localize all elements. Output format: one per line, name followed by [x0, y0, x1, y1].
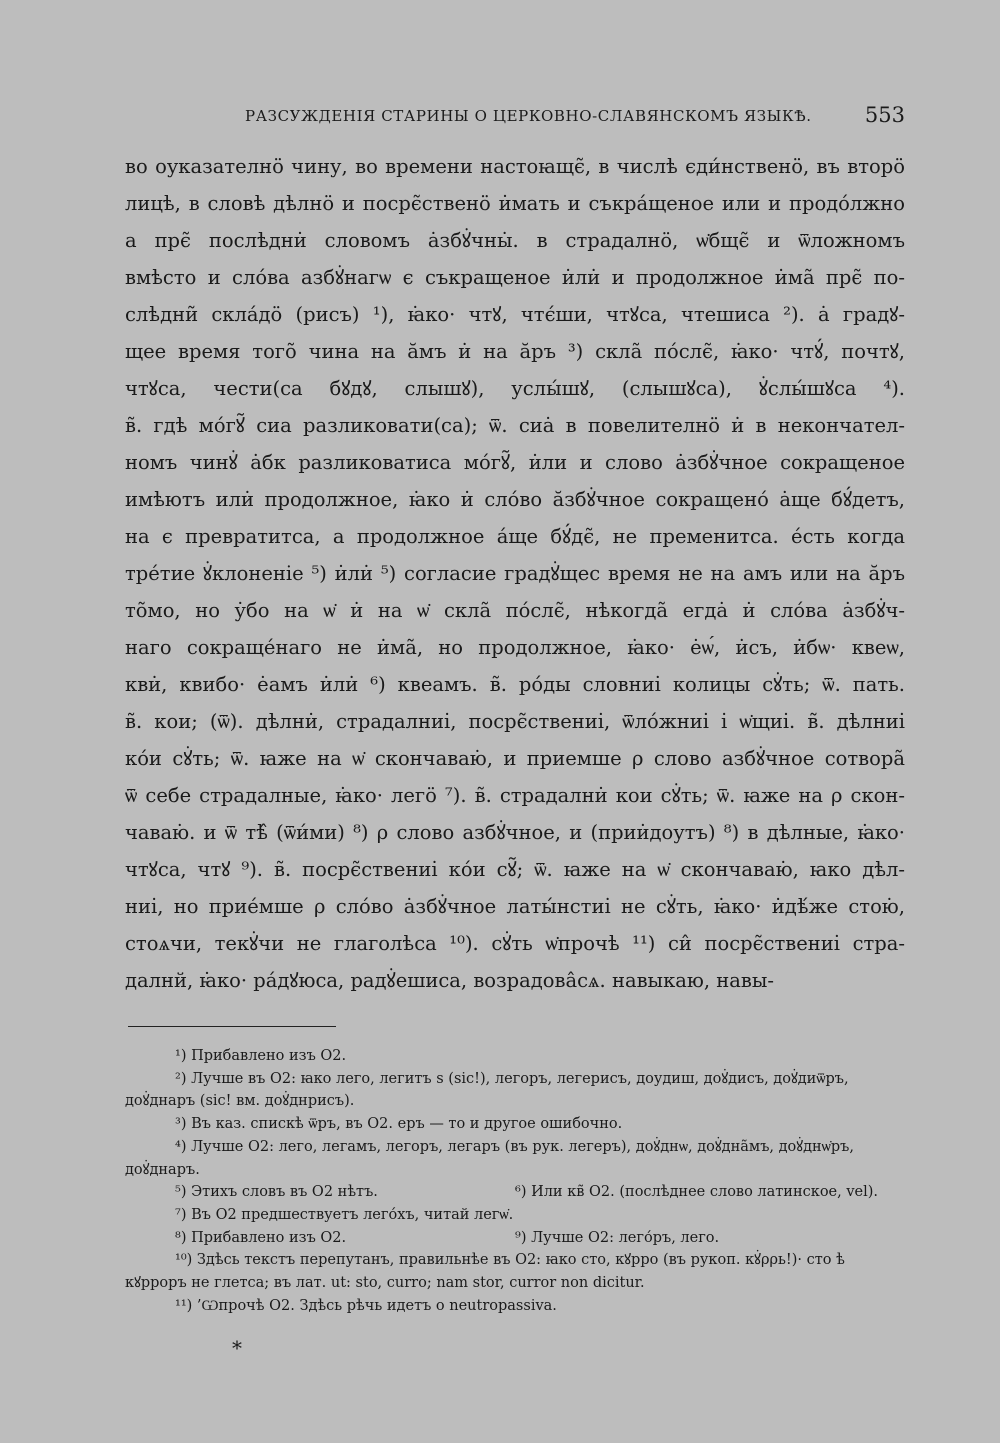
running-title: РАЗСУЖДЕНІЯ СТАРИНЫ О ЦЕРКОВНО-СЛАВЯНСКОМЪ ЯЗЫКѢ.	[245, 107, 812, 125]
body-line: щее время того̃ чина на ӑмъ и̇ на ӑръ ³) скла̃ по́слє̃, ꙗ̇ко· чтꙋ́, почтꙋ,	[125, 340, 905, 363]
body-line: ѿ себе страдалные, ꙗ̇ко· легӧ ⁷). в̃. страдални̇ кои сꙋ̇ть; ѿ. ꙗже на ρ скон-	[125, 784, 905, 807]
page-number: 553	[864, 103, 905, 127]
body-text	[125, 148, 905, 999]
body-line: а прє̃ послѣдни̇ словомъ а̇збꙋ̇чны̇. в страдалнӧ, ѡ̇бщє̃ и ѿложномъ	[125, 229, 905, 252]
body-line: ко́и сꙋ̇ть; ѿ. ꙗже на ѡ̇ скончаваю̇, и приемше ρ слово азбꙋ̇чное сотвора̃	[125, 747, 905, 770]
footnotes	[125, 1045, 905, 1317]
body-line: чаваю̇. и ѿ тѣ̂ (ѿи́ми) ⁸) ρ слово азбꙋ̇чное, и (прии̇доутъ) ⁸) в дѣлные, ꙗ̇ко·	[125, 821, 905, 844]
footnote: ⁵) Этихъ словъ въ О2 нѣтъ.	[175, 1184, 378, 1201]
footnote: ⁹) Лучше О2: лего́ръ, лего.	[515, 1229, 720, 1246]
body-line: чтꙋса, чести(са бꙋдꙋ, слышꙋ), услы́шꙋ, (слышꙋса), ꙋ̇слы́шꙋса ⁴).	[125, 377, 905, 400]
footnote: ⁶) Или кв̃ О2. (послѣднее слово латинское, vel).	[515, 1184, 879, 1201]
running-head	[120, 103, 905, 133]
body-line: тре́тие ꙋ̇клоненіе ⁵) и̇ли̇ ⁵) согласие градꙋ̇щес время не на амъ или на ӑръ	[125, 562, 905, 585]
body-line: кви̇, квибо· е̇амъ и̇ли̇ ⁶) квеамъ. в̃. ро́ды словниі̇ колицы сꙋ̇ть; ѿ. пать.	[125, 673, 905, 696]
footnote-continuation: кꙋрроръ не глетса; въ лат. ut: sto, curro; nam stor, curror non dicitur.	[125, 1275, 645, 1292]
footnote: ¹⁰) Здѣсь текстъ перепутанъ, правильнѣе въ О2: ꙗко сто, кꙋрро (въ рукоп. кꙋ̇ρρь!)· сто ѣ	[175, 1252, 845, 1269]
body-line: имѣютъ или̇ продолжное, ꙗ̇ко и̇ сло́во ӑзбꙋ̇чное сокращено́ а̇ще бꙋ́детъ,	[125, 488, 905, 511]
body-line: в̃. кои; (ѿ). дѣлни̇, страдалниі̇, посрє̃ствениі̇, ѿло́жниі̇ і̇ ѡ̇щиі̇. в̃. дѣлниі̇	[125, 710, 905, 733]
footnote: ²) Лучше въ О2: ꙗко лего, легитъ s (sic!), легоръ, легерисъ, доудиш, доꙋ̇дисъ, доꙋ̇диѿръ,	[175, 1070, 849, 1087]
footnote-continuation: доꙋ̇днаръ.	[125, 1161, 200, 1178]
body-line: на є превратитса, а продолжное а́ще бꙋ́дє̃, не пременитса. е́сть когда	[125, 525, 905, 548]
body-line: ниі̇, но прие́мше ρ сло́во а̇збꙋ̇чное латы́нстиі̇ не сꙋ̇ть, ꙗ̇ко· и̇дѣ́же стою̇,	[125, 895, 905, 918]
body-line: далнй, ꙗ̇ко· ра́дꙋюса, радꙋ̇ешиса, возрадова̂сѧ. навыкаю, навы-	[125, 969, 774, 992]
body-line: то̃мо, но у̇бо на ѡ̇ и̇ на ѡ̇ скла̃ по́слє̃, нѣкогда̃ егда̇ и̇ сло́ва а̇збꙋ̇ч-	[125, 599, 905, 622]
signature-mark: *	[232, 1336, 242, 1360]
body-line: лицѣ, в словѣ дѣлнӧ и посрє̃ственӧ и̇мать и съкра́щеное или и продо́лжно	[125, 192, 905, 215]
footnote: ³) Въ каз. спискѣ ѿръ, въ О2. еръ — то и другое ошибочно.	[175, 1116, 623, 1133]
body-line: слѣдни̃ скла́дӧ (рисъ) ¹), ꙗ̇ко· чтꙋ, чтє́ши, чтꙋса, чтешиса ²). а̇ градꙋ-	[125, 303, 905, 326]
body-line: вмѣсто и сло́ва азбꙋ̇нагѡ є съкращеное и̇ли̇ и продолжное и̇ма̃ прє̃ по-	[125, 266, 905, 289]
footnote: ⁷) Въ О2 предшествуетъ лего́хъ, читай легѡ̇.	[175, 1206, 514, 1223]
footnote: ⁴) Лучше О2: лего, легамъ, легоръ, легаръ (въ рук. легеръ), доꙋ̇днѡ, доꙋ̇дна̃мъ, доꙋ̇днѡ̇ръ,	[175, 1138, 854, 1155]
footnote: ⁸) Прибавлено изъ О2.	[175, 1229, 347, 1246]
footnote-row	[125, 1181, 905, 1204]
body-line: номъ чинꙋ̇ а̇бк разликоватиса мо́гꙋ̃, и̇ли и слово а̇збꙋ̇чное сокращеное	[125, 451, 905, 474]
body-line: во оуказателнӧ чину, во времени настоꙗщє̃, в числѣ єди́нственӧ, въ вторӧ	[125, 155, 905, 178]
body-line: чтꙋса, чтꙋ ⁹). в̃. посрє̃ствениі̇ ко́и сꙋ̃; ѿ. ꙗже на ѡ̇ скончаваю̇, ꙗко дѣл-	[125, 858, 905, 881]
footnote-continuation: доꙋ̇днаръ (sic! вм. доꙋ̇днрисъ).	[125, 1093, 355, 1110]
body-line: в̃. гдѣ мо́гꙋ̃ сиа разликовати(са); ѿ. сиа̇ в повелителнӧ и̇ в некончател-	[125, 414, 905, 437]
footnote: ¹) Прибавлено изъ О2.	[175, 1048, 347, 1064]
footnote-row	[125, 1227, 905, 1250]
body-line: стоѧчи, текꙋ̇чи не глаголѣса ¹⁰). сꙋ̇ть ѡ̇прочѣ ¹¹) си̂ посрє̃ствениі̇ стра-	[125, 932, 905, 955]
body-line: наго сокраще́наго не и̇ма̃, но продолжное, ꙗ̇ко· е̇ѡ́, и̇съ, и̇бѡ· квеѡ,	[125, 636, 905, 659]
footnote: ¹¹) ’Ѡпрочѣ О2. Здѣсь рѣчь идетъ о neutropassiva.	[175, 1297, 557, 1314]
footnote-rule	[128, 1026, 336, 1027]
